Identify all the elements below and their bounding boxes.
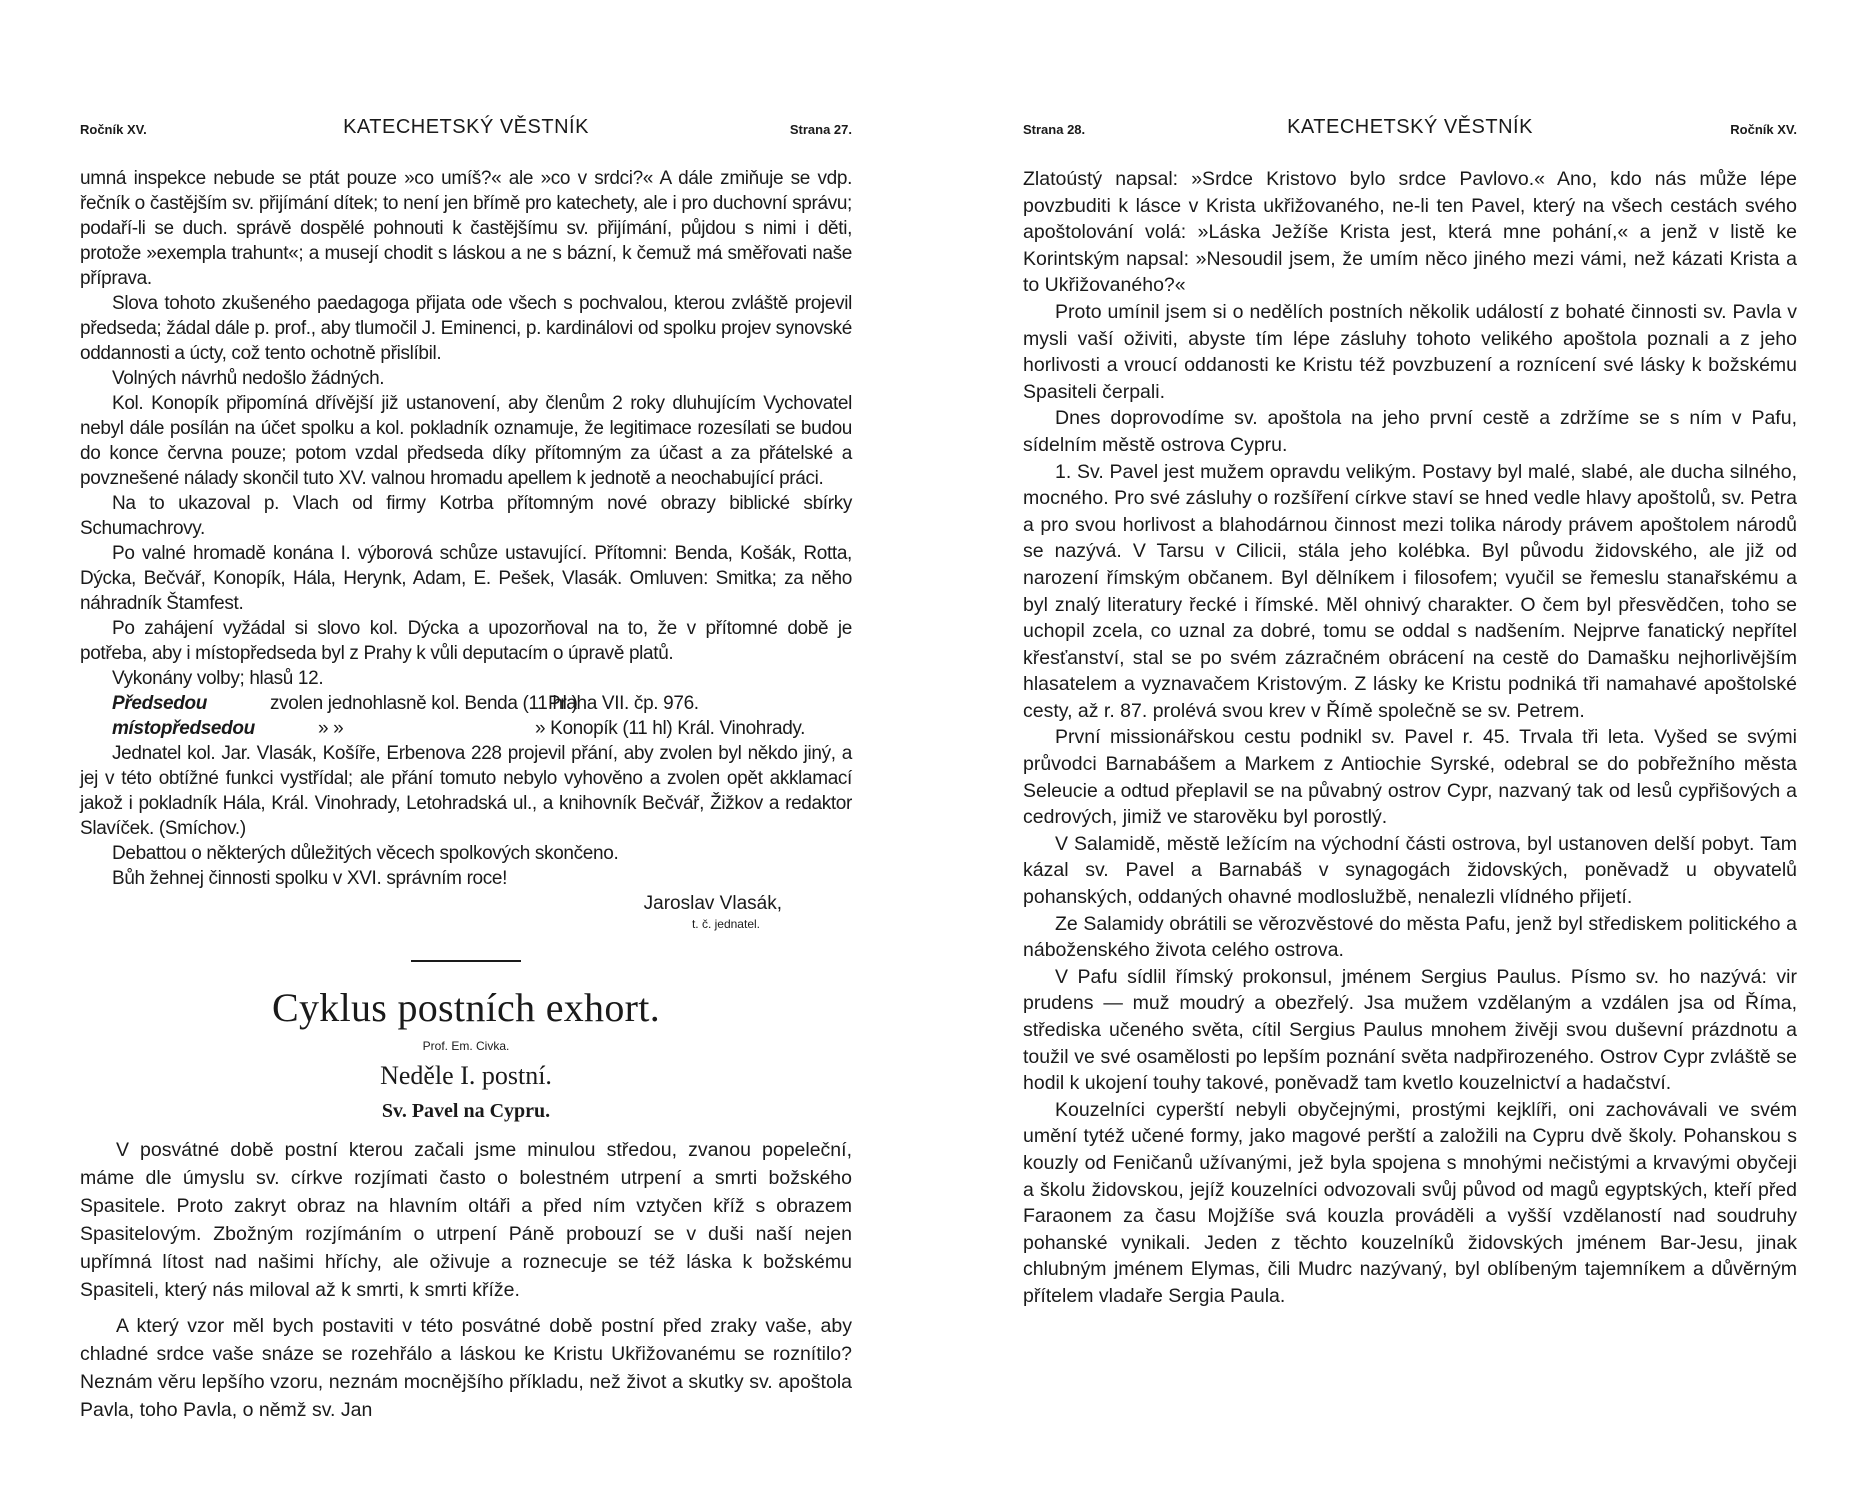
left-running-head bbox=[80, 116, 852, 146]
article-author: Prof. Em. Civka. bbox=[422, 1039, 510, 1053]
paragraph: 1. Sv. Pavel jest mužem opravdu velikým. Postavy byl malé, slabé, ale ducha silného, mocného. Pro své zásluhy o rozšíření církve staví se hned vedle hlavy apoštolů, sv. Petra a pro svou horlivost a blahodárnou činnost mezi tolika národy právem apoštolem národů se nazývá. V Tarsu v Cilicii, stála jeho kolébka. Byl původu židovského, ale již od narození římským občanem. Byl dělníkem i filosofem; vyučil se řemeslu stanařskému a byl znalý literatury řecké i římské. Měl ohnivý charakter. O čem byl přesvědčen, toho se uchopil zcela, co uznal za dobré, tomu se oddal s nadšením. Nejprve fanatický nepřítel křesťanství, stal se po svém zázračném obrácení na cestě do Damašku nejhorlivějším hlasatelem a vyznavačem Kristovým. Z lásky ke Kristu podniká tři namahavé apoštolské cesty, až r. 87. prolévá svou krev v Římě společně se sv. Petrem. bbox=[1023, 460, 1797, 722]
article-continuation bbox=[1023, 166, 1797, 1310]
right-running-head bbox=[1023, 116, 1797, 146]
right-journal-title: KATECHETSKÝ VĚSTNÍK bbox=[1287, 116, 1533, 138]
election-detail-rest: Praha VII. čp. 976. bbox=[548, 693, 699, 714]
meeting-report-continued bbox=[80, 741, 852, 891]
election-detail: zvolen jednohlasně kol. Benda (11 hl.) bbox=[270, 693, 578, 714]
signature-role: t. č. jednatel. bbox=[691, 917, 760, 931]
section-divider bbox=[411, 960, 521, 962]
article-title: Cyklus postních exhort. bbox=[272, 985, 660, 1030]
signature-name: Jaroslav Vlasák, bbox=[643, 893, 782, 914]
paragraph: První missionářskou cestu podnikl sv. Pavel r. 45. Trvala tři leta. Vyšed se svými průvodci Barnabášem a Markem z Antiochie Syrské, odebral se do pobřežního města Seleucie a odtud přeplavil se na půvabný ostrov Cypr, nazvaný tak od lesů cypřišových a cedrových, jimiž ve starověku byl porostlý. bbox=[1023, 726, 1797, 829]
left-page bbox=[80, 116, 852, 1432]
election-results bbox=[80, 691, 852, 741]
paragraph: Jednatel kol. Jar. Vlasák, Košíře, Erbenova 228 projevil přání, aby zvolen byl někdo jiný, a jej v této obtížné funkci vystřídal; ale přání tomuto nebylo vyhověno a zvolen opět akklamací jakož i pokladník Hála, Král. Vinohrady, Letohradská ul., a knihovník Bečvář, Žižkov a redaktor Slavíček. (Smíchov.) bbox=[80, 743, 852, 839]
left-page-number: Strana 27. bbox=[789, 122, 852, 137]
paragraph: A který vzor měl bych postaviti v této posvátné době postní před zraky vaše, aby chladné srdce vaše snáze se rozehřálo a láskou ke Kristu Ukřižovanému se roznítilo? Neznám věru lepšího vzoru, neznám mocnějšího příkladu, než život a skutky sv. apoštola Pavla, toho Pavla, o němž sv. Jan bbox=[80, 1315, 852, 1421]
election-role: místopředsedou bbox=[112, 718, 255, 739]
right-page-number: Strana 28. bbox=[1023, 122, 1086, 137]
meeting-report bbox=[80, 166, 852, 691]
paragraph: V posvátné době postní kterou začali jsme minulou středou, zvanou popeleční, máme dle úmyslu sv. církve rozjímati často o bolestném utrpení a smrti božského Spasitele. Proto zakryt obraz na hlavním oltáři a před ním vztyčen kříž s obrazem Spasitelovým. Zbožným rozjímáním o utrpení Páně probouzí se v duši naší nejen upřímná lítost nad našimi hříchy, ale oživuje a roznecuje se též láska k božskému Spasiteli, který nás miloval až k smrti, k smrti kříže. bbox=[80, 1139, 852, 1301]
paragraph: Na to ukazoval p. Vlach od firmy Kotrba přítomným nové obrazy biblické sbírky Schumachrovy. bbox=[80, 493, 852, 539]
paragraph: Po zahájení vyžádal si slovo kol. Dýcka a upozorňoval na to, že v přítomné době je potřeba, aby i místopředseda byl z Prahy k vůli deputacím o úpravě platů. bbox=[80, 618, 852, 664]
election-detail-rest: » Konopík (11 hl) Král. Vinohrady. bbox=[535, 718, 806, 739]
paragraph: V Pafu sídlil římský prokonsul, jménem Sergius Paulus. Písmo sv. ho nazývá: vir prudens — muž moudrý a obezřelý. Jsa mužem vzdělaným a vzdálen jsa od Říma, střediska učeného světa, cítil Sergius Paulus mnohem živěji svou duševní prázdnotu a toužil ve své osamělosti po lepším poznání světa nadpřirozeného. Ostrov Cypr zvláště se hodil k ukojení touhy takové, poněvadž tam kvetlo kouzelnictví a hadačství. bbox=[1023, 965, 1797, 1095]
left-volume: Ročník XV. bbox=[80, 122, 147, 137]
article-subtitle: Neděle I. postní. bbox=[380, 1061, 552, 1090]
election-detail: » » bbox=[318, 718, 344, 739]
paragraph: V Salamidě, městě ležícím na východní části ostrova, byl ustanoven delší pobyt. Tam kázal sv. Pavel a Barnabáš v synagogách židovských, poněvadž u obyvatelů pohanských, oddaných ohavné modloslužbě, nenalezli vlídného přijetí. bbox=[1023, 832, 1797, 909]
paragraph: Proto umínil jsem si o nedělích postních několik událostí z bohaté činnosti sv. Pavla v mysli vaší oživiti, abyste tím lépe zásluhy tohoto velikého apoštola poznali a z jeho horlivosti a vroucí oddanosti ke Kristu též povzbuzení a roznícení své lásky k božskému Spasiteli čerpali. bbox=[1023, 300, 1797, 403]
right-volume: Ročník XV. bbox=[1730, 122, 1797, 137]
paragraph: Bůh žehnej činnosti spolku v XVI. správním roce! bbox=[112, 868, 508, 889]
paragraph: Kol. Konopík připomíná dřívější již ustanovení, aby členům 2 roky dluhujícím Vychovatel nebyl dále posílán na účet spolku a kol. pokladník oznamuje, že legitimace rozesílati se budou do konce června pouze; potom vzdal předseda díky přítomným za účast a za přátelské a povznešené nálady skončil tuto XV. valnou hromadu apellem k jednotě a neochabující práci. bbox=[80, 393, 852, 489]
article-body bbox=[80, 1136, 852, 1424]
paragraph: Volných návrhů nedošlo žádných. bbox=[112, 368, 385, 389]
paragraph: Kouzelníci cyperští nebyli obyčejnými, prostými kejklíři, oni zachovávali ve svém umění tytéž učené formy, jako magové perští a založili na Cypru dvě školy. Pohanskou s kouzly od Feničanů užívanými, jež byla spojena s mnohými nečistými a krvavými obyčeji a školu židovskou, jejíž kouzelníci odvozovali svůj původ od magů egyptských, kteří před Faraonem za času Mojžíše svá kouzla prováděli a vyšší vzdělaností nad soudruhy pohanské vynikali. Jeden z těchto kouzelníků židovských jménem Bar-Jesu, jinak chlubným jménem Elymas, čili Mudrc nazývaný, byl oblíbeným tajemníkem a důvěrným přítelem vladaře Sergia Paula. bbox=[1023, 1098, 1797, 1307]
paragraph: Vykonány volby; hlasů 12. bbox=[112, 668, 324, 689]
election-role: Předsedou bbox=[112, 693, 208, 714]
paragraph: umná inspekce nebude se ptát pouze »co umíš?« ale »co v srdci?« A dále zmiňuje se vdp. řečník o častějším sv. přijímání dítek; to není jen břímě pro katechety, ale i pro duchovní správu; podaří-li se duch. správě dospělé pohnouti k častějšímu sv. přijímání, půjdou s nimi i děti, protože »exempla trahunt«; a musejí chodit s láskou a ne s bázní, k čemuž má směřovati naše příprava. bbox=[80, 168, 852, 289]
paragraph: Zlatoústý napsal: »Srdce Kristovo bylo srdce Pavlovo.« Ano, kdo nás může lépe povzbuditi k lásce v Krista ukřižovaného, ne-li ten Pavel, který na všech cestách svého apoštolování volá: »Láska Ježíše Krista jest, která mne pohání,« a jenž v listě ke Korintským napsal: »Nesoudil jsem, že umím něco jiného mezi vámi, než kázati Krista a to Ukřižovaného?« bbox=[1023, 168, 1797, 297]
paragraph: Dnes doprovodíme sv. apoštola na jeho první cestě a zdržíme se s ním v Pafu, sídelním městě ostrova Cypru. bbox=[1023, 407, 1797, 456]
left-journal-title: KATECHETSKÝ VĚSTNÍK bbox=[343, 116, 589, 138]
paragraph: Po valné hromadě konána I. výborová schůze ustavující. Přítomni: Benda, Košák, Rotta, Dýcka, Bečvář, Konopík, Hála, Herynk, Adam, E. Pešek, Vlasák. Omluven: Smitka; za něho náhradník Štamfest. bbox=[80, 543, 852, 614]
paragraph: Slova tohoto zkušeného paedagoga přijata ode všech s pochvalou, kterou zvláště projevil předseda; žádal dále p. prof., aby tlumočil J. Eminenci, p. kardinálovi od spolku projev synovské oddannosti a úcty, což tento ochotně přislíbil. bbox=[80, 293, 852, 364]
article-section-title: Sv. Pavel na Cypru. bbox=[381, 1100, 551, 1122]
election-row bbox=[80, 716, 852, 741]
election-row bbox=[80, 691, 852, 716]
right-page bbox=[1023, 116, 1797, 1310]
paragraph: Debattou o některých důležitých věcech spolkových skončeno. bbox=[112, 843, 619, 864]
paragraph: Ze Salamidy obrátili se věrozvěstové do města Pafu, jenž byl střediskem politického a náboženského života celého ostrova. bbox=[1023, 912, 1797, 962]
